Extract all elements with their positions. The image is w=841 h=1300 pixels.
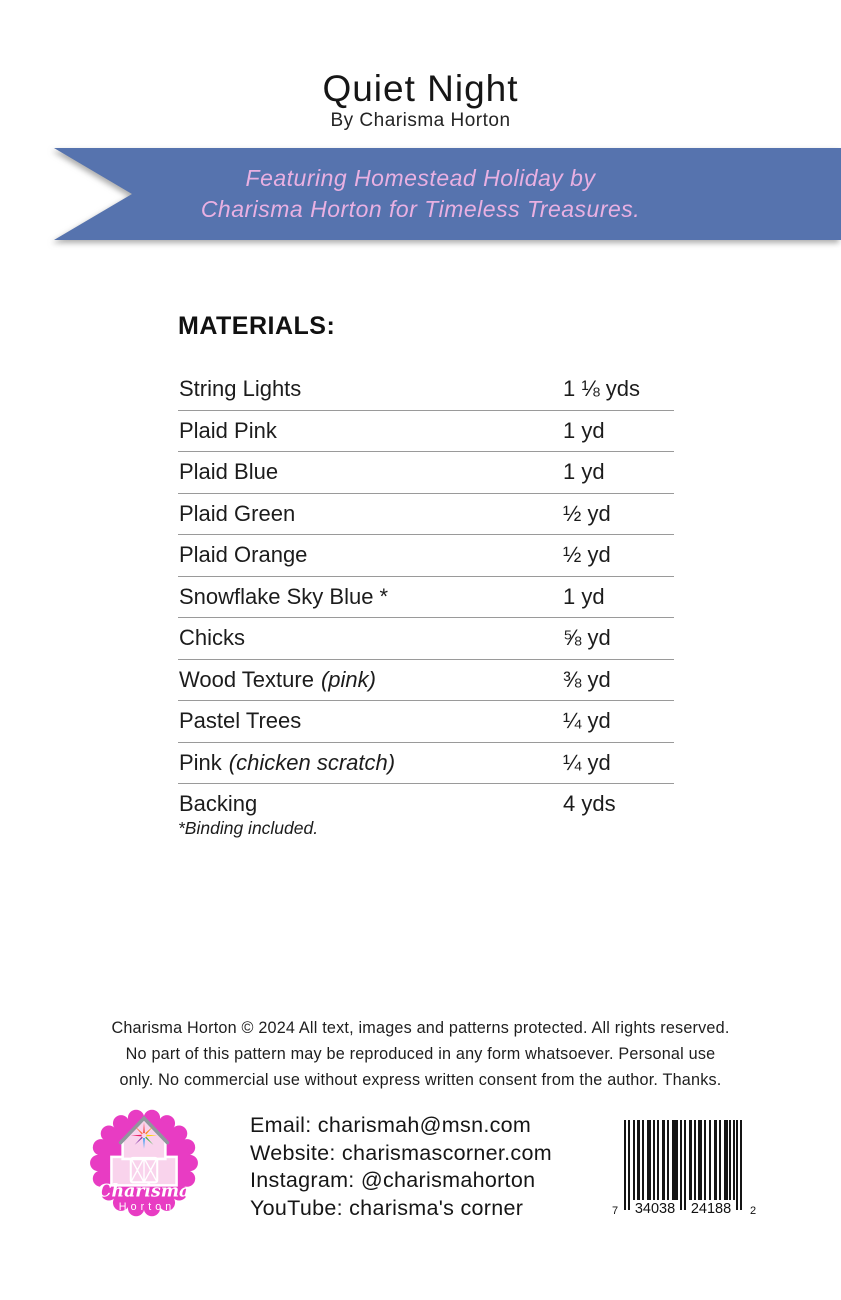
barcode-group-1: 34038 [634, 1201, 676, 1217]
barcode-group-2: 24188 [690, 1201, 732, 1217]
table-row [178, 494, 674, 536]
binding-footnote: *Binding included. [178, 818, 319, 838]
table-row [178, 577, 674, 619]
contact-youtube: YouTube: charisma's corner [250, 1195, 524, 1220]
page-byline: By Charisma Horton [330, 110, 511, 131]
materials-heading: MATERIALS: [178, 312, 336, 340]
table-row [178, 452, 674, 494]
copyright-block [0, 1016, 841, 1093]
material-qty: 4 yds [563, 791, 616, 816]
upc-barcode [610, 1116, 762, 1218]
material-name: Chicks [179, 625, 246, 650]
table-row [178, 411, 674, 453]
table-row [178, 535, 674, 577]
material-name: Plaid Pink [179, 417, 277, 443]
material-qty: ⅜ yd [563, 666, 611, 692]
table-row [178, 743, 674, 785]
table-row [178, 618, 674, 660]
material-qty: ½ yd [563, 542, 611, 567]
material-qty: ¼ yd [563, 708, 611, 733]
charisma-horton-logo [88, 1106, 200, 1221]
logo-name-caps: Horton [118, 1200, 176, 1213]
contact-instagram: Instagram: @charismahorton [250, 1168, 536, 1192]
material-name: Pink [179, 749, 222, 775]
material-note: (chicken scratch) [228, 749, 396, 775]
contact-email: Email: charismah@msn.com [250, 1113, 532, 1137]
material-name: Pastel Trees [179, 708, 302, 733]
copyright-line-3: only. No commercial use without express written consent from the author. Thanks. [119, 1070, 722, 1089]
material-qty: 1 yd [563, 583, 605, 609]
material-qty: ¼ yd [563, 749, 611, 775]
logo-name-script: Charisma [97, 1181, 191, 1202]
banner-line-1: Featuring Homestead Holiday by [245, 165, 596, 191]
banner-line-2: Charisma Horton for Timeless Treasures. [200, 196, 641, 222]
barcode-right-digit: 2 [750, 1205, 757, 1217]
material-name: Plaid Blue [179, 459, 279, 484]
barcode-bars [624, 1120, 742, 1210]
material-qty: 1 yd [563, 459, 605, 484]
material-note: (pink) [320, 666, 376, 692]
material-name: Snowflake Sky Blue * [179, 583, 389, 609]
material-name: Plaid Green [179, 500, 296, 526]
table-row [178, 369, 674, 411]
contact-website: Website: charismascorner.com [250, 1140, 552, 1165]
contact-block [250, 1112, 552, 1222]
materials-table [178, 369, 674, 825]
table-row [178, 701, 674, 743]
barcode-left-digit: 7 [612, 1205, 619, 1217]
material-qty: ½ yd [563, 500, 611, 526]
material-qty: ⅝ yd [563, 625, 611, 650]
table-row [178, 660, 674, 702]
page-title: Quiet Night [322, 68, 519, 109]
material-name: Backing [179, 791, 258, 816]
material-name: String Lights [179, 376, 302, 401]
material-name: Wood Texture [179, 666, 314, 692]
copyright-line-1: Charisma Horton © 2024 All text, images and patterns protected. All rights reserved. [111, 1019, 730, 1037]
material-qty: 1 yd [563, 417, 605, 443]
material-name: Plaid Orange [179, 542, 308, 567]
material-qty: 1 ⅛ yds [563, 376, 641, 401]
banner-text [0, 148, 841, 240]
copyright-line-2: No part of this pattern may be reproduced in any form whatsoever. Personal use [125, 1044, 716, 1063]
